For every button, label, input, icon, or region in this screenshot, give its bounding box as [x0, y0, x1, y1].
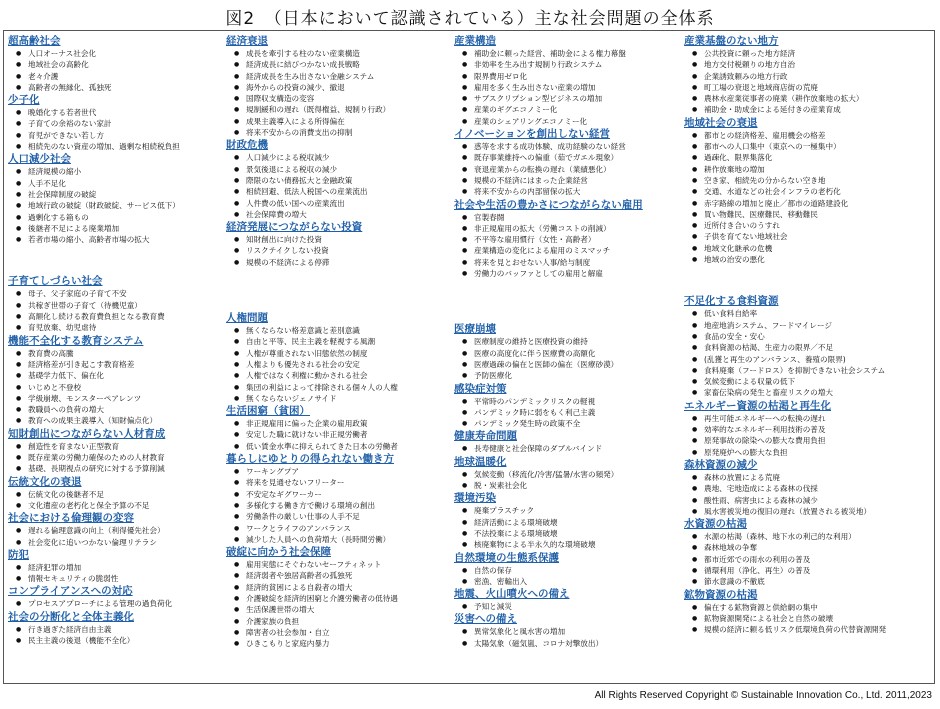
section-title: 地球温暖化	[454, 455, 507, 468]
list-item: ● 人手不足化	[16, 178, 233, 189]
list-item: ● 人権よりも優先される社会の安定	[234, 359, 451, 370]
section-item-list	[226, 152, 451, 220]
section-title: 自然環境の生態系保護	[454, 551, 559, 564]
list-item: ● 子供を育てない地域社会	[692, 231, 909, 242]
list-item: ● 景気後退による税収の減少	[234, 164, 451, 175]
section-title: 伝統文化の衰退	[8, 475, 82, 488]
list-item: ● 食料廃棄（フードロス）を抑制できない社会システム	[692, 365, 909, 376]
list-item: ● 雇用を多く生み出さない産業の増加	[462, 82, 679, 93]
section	[454, 430, 679, 454]
list-item: ● 再生可能エネルギーへの転換の遅れ	[692, 413, 909, 424]
list-item: ● 廃棄プラスチック	[462, 505, 679, 516]
list-item: ● 国際収支構造の変容	[234, 93, 451, 104]
list-item: ● 子育ての余裕のない家計	[16, 118, 233, 129]
section	[8, 153, 233, 245]
list-item: ● 過剰化する箱もの	[16, 212, 233, 223]
list-item: ● 人権ではなく利権に動かされる社会	[234, 370, 451, 381]
list-item: ● 家畜伝染病の発生と畜産リスクの増大	[692, 387, 909, 398]
list-item: ● 都市との経済格差、雇用機会の格差	[692, 130, 909, 141]
section-item-list	[226, 234, 451, 268]
list-item: ● 成長を牽引する柱のない産業構造	[234, 48, 451, 59]
list-item: ● 成果主義導入による所得偏在	[234, 116, 451, 127]
list-item: ● 雇用実態にそぐわないセーフティネット	[234, 559, 451, 570]
section-title: 産業基盤のない地方	[684, 35, 779, 47]
list-item: ● 経済規模の縮小	[16, 166, 233, 177]
list-item: ● 産業のギグエコノミー化	[462, 104, 679, 115]
section-title: 森林資源の減少	[684, 458, 758, 471]
list-item: ● 人件費の低い国への産業流出	[234, 198, 451, 209]
list-item: ● 経済成長に結びつかない成長戦略	[234, 59, 451, 70]
list-item: ● 高齢者の無縁化、孤独死	[16, 82, 233, 93]
list-item: ● ワーキングプア	[234, 466, 451, 477]
list-item: ● 基礎学力低下、偏在化	[16, 370, 233, 381]
list-item: ● 気候変動（移流化/冷害/猛暑/水害の頻発）	[462, 469, 679, 480]
list-item: ● 既存事業維持への偏重（茹でガエル現象）	[462, 152, 679, 163]
section-item-list	[454, 626, 679, 649]
list-item: ● 効率的なエネルギー利用技術の普及	[692, 424, 909, 435]
section	[684, 518, 909, 587]
section-title: 知財創出につながらない人材育成	[8, 427, 166, 440]
list-item: ● 耕作放棄地の増加	[692, 164, 909, 175]
section-item-list	[8, 624, 233, 647]
list-item: ● 自然の保存	[462, 565, 679, 576]
list-item: ● 循環利用（浄化、再生）の普及	[692, 565, 909, 576]
section-item-list	[8, 489, 233, 512]
section	[226, 35, 451, 138]
section	[684, 295, 909, 398]
section-title: 社会の分断化と全体主義化	[8, 610, 134, 623]
list-item: ● 規制緩和の遅れ（既得権益、規制り行政）	[234, 104, 451, 115]
list-item: ● 原発廃炉への膨大な負担	[692, 447, 909, 458]
list-item: ● 予防医療化	[462, 370, 679, 381]
column-2	[226, 34, 451, 649]
list-item: ● 偏在する鉱物資源と供給網の集中	[692, 602, 909, 613]
section-item-list	[454, 48, 679, 127]
section-title: 子育てしづらい社会	[8, 275, 103, 288]
list-item: ● 経済弱者や独居高齢者の孤独死	[234, 570, 451, 581]
section	[8, 476, 233, 512]
list-item: ● 減少した人員への負荷増大（長時間労働）	[234, 534, 451, 545]
list-item: ● 学級崩壊、モンスターペアレンツ	[16, 393, 233, 404]
section-title: 人口減少社会	[8, 153, 71, 166]
list-item: ● 規模の不経済による停滞	[234, 257, 451, 268]
list-item: ● 空き家、相続先の分からない空き地	[692, 175, 909, 186]
section	[8, 35, 233, 93]
list-item: ● 気候変動による収量の低下	[692, 376, 909, 387]
section-title: コンプライアンスへの対応	[8, 585, 133, 598]
list-item: ● パンデミック時に弱をもく利己主義	[462, 407, 679, 418]
list-item: ● 将来不安からの消費支出の抑制	[234, 127, 451, 138]
list-item: ● パンデミック発生時の政策不全	[462, 418, 679, 429]
section-item-list	[8, 441, 233, 475]
list-item: ● 将来不安からの内部留保の拡大	[462, 186, 679, 197]
section	[454, 492, 679, 550]
list-item: ● 太陽気象（磁気嵐、コロナ対撃放出）	[462, 638, 679, 649]
section-item-list	[454, 443, 679, 454]
list-item: ● 経済格差が引き起こす教育格差	[16, 359, 233, 370]
section	[226, 546, 451, 649]
list-item: ● 脱・炭素社会化	[462, 480, 679, 491]
list-item: ● 海外からの投資の減少、撤退	[234, 82, 451, 93]
list-item: ● 社会保障制度の破綻	[16, 189, 233, 200]
list-item: ● 低い食料自給率	[692, 308, 909, 319]
list-item: ● 都市への人口集中（東京への一極集中）	[692, 141, 909, 152]
section-title: 災害への備え	[454, 613, 517, 626]
section	[8, 275, 233, 333]
section	[684, 400, 909, 458]
list-item: ● 不平等な雇用慣行（女性・高齢者）	[462, 234, 679, 245]
list-item: ● 非正規雇用に偏った企業の雇用政策	[234, 418, 451, 429]
section-title: エネルギー資源の枯渇と再生化	[684, 399, 831, 412]
list-item: ● 社会変化に追いつかない倫理リテラシ	[16, 537, 233, 548]
list-item: ● 知財創出に向けた投資	[234, 234, 451, 245]
section-title: 経済発展につながらない投資	[226, 221, 363, 234]
list-item: ● 食料資源の枯渇、生産力の限界／不足	[692, 342, 909, 353]
section-item-list	[454, 141, 679, 197]
list-item: ● 非正規雇用の拡大（労働コストの削減）	[462, 223, 679, 234]
section	[454, 588, 679, 612]
section-item-list	[454, 396, 679, 430]
list-item: ● 密漁、密輸出入	[462, 576, 679, 587]
list-item: ● 生活保護世帯の増大	[234, 604, 451, 615]
section	[8, 335, 233, 427]
section-item-list	[226, 466, 451, 545]
list-item: ● 低い賃金水準に抑えられてきた日本の労働者	[234, 441, 451, 452]
list-item: ● サブスクリプション型ビジネスの増加	[462, 93, 679, 104]
list-item: ● 企業誘致頼みの地方行政	[692, 71, 909, 82]
section-item-list	[8, 525, 233, 548]
section	[454, 552, 679, 588]
list-item: ● 民主主義の後退（機能不全化）	[16, 635, 233, 646]
list-item: ● 農林水産業従事者の廃業（耕作放棄地の拡大）	[692, 93, 909, 104]
list-item: ● 買い物難民、医療難民、移動難民	[692, 209, 909, 220]
list-item: ● 地域文化継承の危機	[692, 243, 909, 254]
list-item: ● 老々介護	[16, 71, 233, 82]
section-title: 水資源の枯渇	[684, 518, 747, 531]
section	[684, 589, 909, 636]
section-item-list	[454, 505, 679, 550]
list-item: ● 無くならないジェノサイド	[234, 393, 451, 404]
section-title: 超高齢社会	[8, 35, 61, 47]
list-item: ● 教育費の高騰	[16, 348, 233, 359]
list-item: ● 鉱物資源開発による社会と自然の破壊	[692, 613, 909, 624]
list-item: ● 惑等を求する成功体験、成功経験のない経営	[462, 141, 679, 152]
list-item: ● 非効率を生み出す規制り行政システム	[462, 59, 679, 70]
list-item: ● 経済成長を生み出さない金融システム	[234, 71, 451, 82]
section-title: 環境汚染	[454, 492, 496, 505]
list-item: ● 医療の高度化に伴う医療費の高額化	[462, 348, 679, 359]
section	[454, 323, 679, 381]
list-item: ● 官製春闘	[462, 212, 679, 223]
list-item: ● 交通、水道などの社会インフラの老朽化	[692, 186, 909, 197]
list-item: ● 地域行政の破綻（財政破綻、サービス低下）	[16, 200, 233, 211]
section-item-list	[226, 48, 451, 138]
page-title: 図2 （日本において認識されている）主な社会問題の全体系	[225, 9, 715, 29]
section	[226, 312, 451, 404]
list-item: ● ひきこもりと家庭内暴力	[234, 638, 451, 649]
list-item: ● 集団の利益によって排除される個々人の人権	[234, 382, 451, 393]
list-item: ● 地域社会の高齢化	[16, 59, 233, 70]
list-item: ● 社会保障費の増大	[234, 209, 451, 220]
list-item: ● 過疎化、限界集落化	[692, 152, 909, 163]
section-item-list	[226, 418, 451, 452]
list-item: ● 際限のない債務拡大と金融政策	[234, 175, 451, 186]
column-4	[684, 34, 909, 635]
section	[454, 613, 679, 649]
list-item: ● 教職員への負荷の増大	[16, 404, 233, 415]
list-item: ● 既存産業の労働力確保のための人材教育	[16, 452, 233, 463]
list-item: ● 赤字路線の増加と廃止／都市の道路建設化	[692, 198, 909, 209]
column-1	[8, 34, 233, 646]
section-title: 生活困窮（貧困）	[226, 405, 310, 418]
list-item: ● 人口オーナス社会化	[16, 48, 233, 59]
section-item-list	[8, 107, 233, 152]
section-item-list	[8, 562, 233, 585]
section-title: 機能不全化する教育システム	[8, 334, 144, 347]
section	[454, 199, 679, 280]
list-item: ● 労働力のバッファとしての雇用と解雇	[462, 268, 679, 279]
list-item: ● 共稼ぎ世帯の子育て（待機児童）	[16, 300, 233, 311]
list-item: ● 補助金・助成金による延付きの産業育成	[692, 104, 909, 115]
list-item: ● 地方交付税頼りの地方自治	[692, 59, 909, 70]
list-item: ● 多様化する働き方で働ける環境の創出	[234, 500, 451, 511]
list-item: ● 異常気象化と風水害の増加	[462, 626, 679, 637]
list-item: ● 農地、宅地造成による森林の伐採	[692, 483, 909, 494]
section	[684, 117, 909, 266]
section	[8, 94, 233, 152]
section	[226, 453, 451, 545]
list-item: ● 平常時のパンデミックリスクの軽視	[462, 396, 679, 407]
section	[226, 139, 451, 220]
list-item: ● 経済犯罪の増加	[16, 562, 233, 573]
list-item: ● 医療制度の維持と医療投資の維持	[462, 336, 679, 347]
section-item-list	[8, 166, 233, 245]
list-item: ● 基礎、長期視点の研究に対する予算削減	[16, 463, 233, 474]
section-item-list	[454, 565, 679, 588]
list-item: ● 将来を見通せないフリーター	[234, 477, 451, 488]
section-item-list	[454, 469, 679, 492]
list-item: ● 自由と平等、民主主義を軽視する風潮	[234, 336, 451, 347]
list-item: ● 不安定なギグワーカー	[234, 489, 451, 500]
section-title: 不足化する食料資源	[684, 295, 779, 308]
list-item: ● 後継者不足による廃業増加	[16, 223, 233, 234]
list-item: ● 相続回避、低法人税国への産業流出	[234, 186, 451, 197]
list-item: ● 育児ができない若し方	[16, 130, 233, 141]
list-item: ● 近所付き合いのうすれ	[692, 220, 909, 231]
section	[8, 428, 233, 475]
list-item: ● 人口減少による税収減少	[234, 152, 451, 163]
section-title: 暮らしにゆとりの得られない働き方	[226, 453, 394, 466]
section-item-list	[226, 325, 451, 404]
section	[8, 549, 233, 585]
column-3	[454, 34, 679, 649]
section-item-list	[684, 472, 909, 517]
list-item: ● 補助金に頼った経営、補助金による権力幕盤	[462, 48, 679, 59]
section-title: 防犯	[8, 548, 29, 561]
list-item: ● 障害者の社会参加・自立	[234, 627, 451, 638]
list-item: ● 遅れる倫理意識の向上（利得優先社会）	[16, 525, 233, 536]
list-item: ● 高額化し続ける教育費負担となる教育費	[16, 311, 233, 322]
section-item-list	[684, 602, 909, 636]
list-item: ● 経済的貧困による自殺者の増大	[234, 582, 451, 593]
list-item: ● 規模の経済に頼る低リスク低環境負荷の代替資源開発	[692, 624, 909, 635]
list-item: ● 地産地消システム、フードマイレージ	[692, 320, 909, 331]
section-title: 破綻に向かう社会保障	[226, 546, 331, 559]
section-title: 社会における倫理観の変容	[8, 512, 134, 525]
list-item: ● 晩婚化する若者世代	[16, 107, 233, 118]
list-item: ● 森林の放置による荒廃	[692, 472, 909, 483]
list-item: ● 産業構造の変化による雇用のミスマッチ	[462, 245, 679, 256]
list-item: ● 人権が尊重されない旧態依然の制度	[234, 348, 451, 359]
section	[8, 585, 233, 609]
section-item-list	[454, 336, 679, 381]
section	[454, 128, 679, 197]
section-item-list	[684, 48, 909, 116]
list-item: ● 衰退産業からの転換の遅れ（業績悪化）	[462, 164, 679, 175]
list-item: ● 節水意識の不徹底	[692, 576, 909, 587]
section-title: 社会や生活の豊かさにつながらない雇用	[454, 198, 643, 211]
list-item: ● 都市近郊での雨水の利用の普及	[692, 554, 909, 565]
section-title: 医療崩壊	[454, 323, 496, 336]
list-item: ● 経済活動による環境破壊	[462, 517, 679, 528]
list-item: ● 食品の安全・安心	[692, 331, 909, 342]
section-title: 少子化	[8, 94, 40, 107]
list-item: ● 酸性雨、病害虫による森林の減少	[692, 495, 909, 506]
list-item: ● 長寿健康と社会保障のダブルバインド	[462, 443, 679, 454]
section-item-list	[8, 48, 233, 93]
section-title: 財政危機	[226, 139, 268, 152]
section-title: 経済衰退	[226, 35, 268, 47]
list-item: ● 産業のシェアリングエコノミー化	[462, 116, 679, 127]
list-item: ● 育児放棄、幼児虐待	[16, 322, 233, 333]
list-item: ● 町工場の衰退と地域商店街の荒廃	[692, 82, 909, 93]
section	[8, 512, 233, 548]
section-title: 地域社会の衰退	[684, 116, 758, 129]
section	[454, 383, 679, 430]
list-item: ● 公共投資に頼った地方経済	[692, 48, 909, 59]
list-item: ● 母子、父子家庭の子育て不安	[16, 288, 233, 299]
list-item: ● 介護家族の負担	[234, 616, 451, 627]
list-item: ● 文化遺産の老朽化と保全予算の不足	[16, 500, 233, 511]
section-item-list	[684, 308, 909, 398]
section	[226, 405, 451, 452]
list-item: ● リスクテイクしない投資	[234, 245, 451, 256]
section-title: イノベーションを創出しない経営	[454, 128, 611, 141]
list-item: ● (乱獲と再生のアンバランス、養殖の限界)	[692, 354, 909, 365]
section	[454, 35, 679, 127]
list-item: ● 介護破綻を経済的困窮と介護労働者の低待遇	[234, 593, 451, 604]
section-title: 健康寿命問題	[454, 430, 517, 443]
section-item-list	[684, 130, 909, 266]
list-item: ● 安定した職に就けない非正規労働者	[234, 429, 451, 440]
section-title: 地震、火山噴火への備え	[454, 588, 570, 601]
section-item-list	[8, 288, 233, 333]
section	[8, 611, 233, 647]
list-item: ● 若者市場の縮小、高齢者市場の拡大	[16, 234, 233, 245]
list-item: ● 規模の不経済にはまった企業経営	[462, 175, 679, 186]
list-item: ● 不法投棄による環境破壊	[462, 528, 679, 539]
section	[454, 456, 679, 492]
section-item-list	[454, 601, 679, 612]
list-item: ● 創造性を育まない正型教育	[16, 441, 233, 452]
list-item: ● 医療過疎の偏在と医師の偏在（医療砂漠）	[462, 359, 679, 370]
list-item: ● 無くならない格差意識と差別意識	[234, 325, 451, 336]
section-title: 感染症対策	[454, 382, 507, 395]
list-item: ● 情報セキュリティの脆弱性	[16, 573, 233, 584]
list-item: ● 相続先のない資産の増加、過剰な相続税負担	[16, 141, 233, 152]
list-item: ● 教育への成果主義導入（知財偏点化）	[16, 415, 233, 426]
section	[684, 35, 909, 116]
list-item: ● 伝統文化の後継者不足	[16, 489, 233, 500]
section-item-list	[8, 598, 233, 609]
list-item: ● 核廃棄物による半永久的な環境破壊	[462, 539, 679, 550]
list-item: ● プロセスアプローチによる管理の過負荷化	[16, 598, 233, 609]
section-title: 産業構造	[454, 35, 496, 47]
list-item: ● 森林地域の争奪	[692, 542, 909, 553]
copyright-footer: All Rights Reserved Copyright © Sustainable Innovation Co., Ltd. 2011,2023	[594, 690, 932, 701]
list-item: ● 限界費用ゼロ化	[462, 71, 679, 82]
list-item: ● 行き過ぎた経済自由主義	[16, 624, 233, 635]
list-item: ● 水源の枯渇（森林、地下水の利己的な利用）	[692, 531, 909, 542]
section-title: 人権問題	[226, 312, 268, 325]
section	[684, 459, 909, 517]
list-item: ● 労働条件の厳しい仕事の人手不足	[234, 511, 451, 522]
list-item: ● いじめと不登校	[16, 382, 233, 393]
list-item: ● 予知と減災	[462, 601, 679, 612]
section	[226, 221, 451, 268]
list-item: ● ワークとライフのアンバランス	[234, 523, 451, 534]
list-item: ● 風水害被災地の復旧の遅れ（放置される被災地）	[692, 506, 909, 517]
list-item: ● 地域の治安の悪化	[692, 254, 909, 265]
section-title: 鉱物資源の枯渇	[684, 588, 758, 601]
section-item-list	[684, 413, 909, 458]
section-item-list	[684, 531, 909, 587]
list-item: ● 将来を見とおせない人事/給与制度	[462, 257, 679, 268]
section-item-list	[8, 348, 233, 427]
section-item-list	[226, 559, 451, 649]
section-item-list	[454, 212, 679, 280]
list-item: ● 原発事故の除染への膨大な費用負担	[692, 435, 909, 446]
